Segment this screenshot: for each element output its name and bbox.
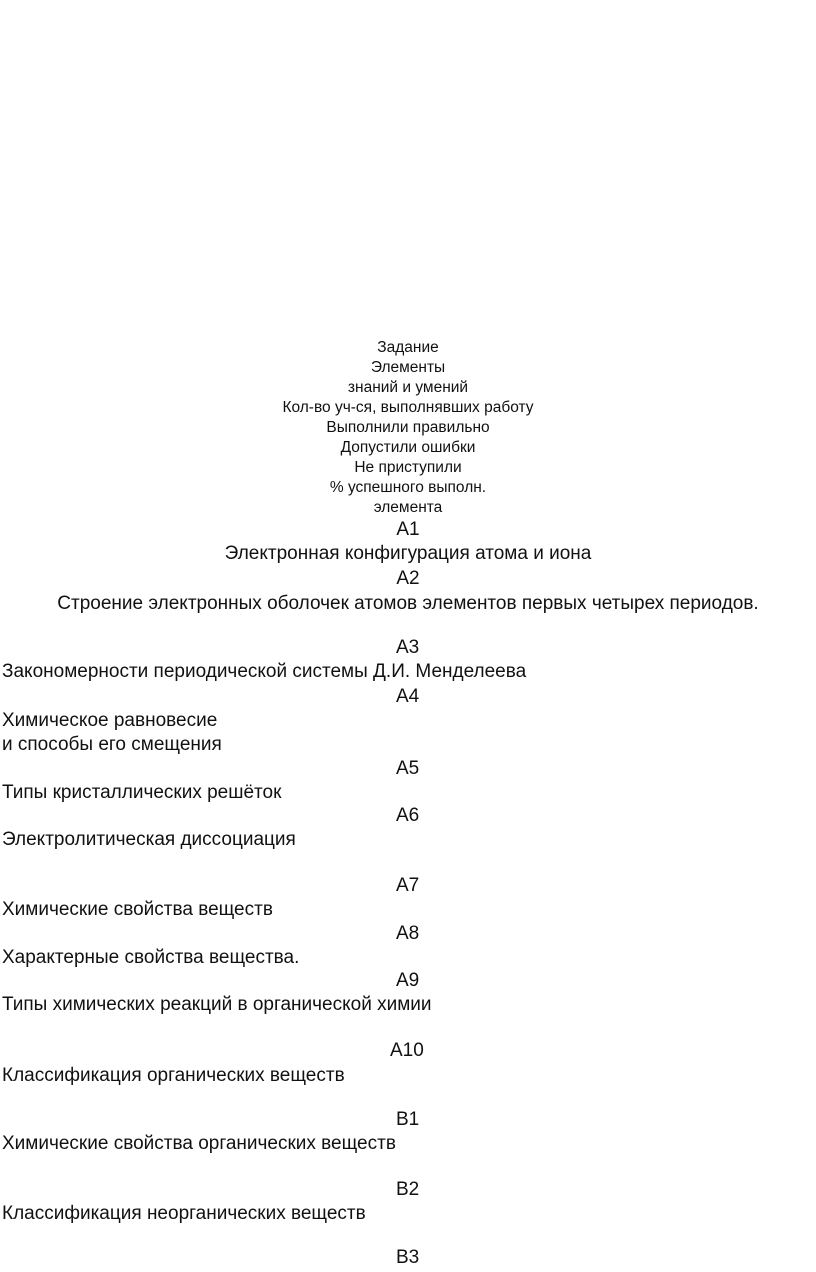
row-topic-a10: Классификация органических веществ xyxy=(2,1065,345,1086)
header-made-errors: Допустили ошибки xyxy=(340,439,476,456)
row-code-a1: А1 xyxy=(396,519,420,540)
header-success-percent-2: элемента xyxy=(373,499,443,516)
header-done-correctly: Выполнили правильно xyxy=(326,419,490,436)
row-code-a5: А5 xyxy=(396,758,420,779)
row-topic-a6: Электролитическая диссоциация xyxy=(2,829,296,850)
row-topic-a2: Строение электронных оболочек атомов элементов первых четырех периодов. xyxy=(57,593,759,614)
row-topic-a4: Химическое равновесие xyxy=(2,710,218,731)
row-topic-a9: Типы химических реакций в органической химии xyxy=(2,994,432,1015)
row-topic-a8: Характерные свойства вещества. xyxy=(2,947,300,968)
row-topic-a3: Закономерности периодической системы Д.И. Менделеева xyxy=(2,661,527,682)
row-code-a2: А2 xyxy=(396,568,420,589)
row-topic-a5: Типы кристаллических решёток xyxy=(2,782,282,803)
row-code-b1: В1 xyxy=(396,1109,420,1130)
header-elements: Элементы xyxy=(370,359,446,376)
row-code-a9: А9 xyxy=(396,970,420,991)
row-code-b2: В2 xyxy=(396,1179,420,1200)
header-task: Задание xyxy=(377,339,439,356)
row-code-b3: В3 xyxy=(396,1247,420,1268)
row-code-a4: А4 xyxy=(396,686,420,707)
row-topic-b2: Классификация неорганических веществ xyxy=(2,1203,366,1224)
row-code-a6: А6 xyxy=(396,805,420,826)
row-code-a8: А8 xyxy=(396,923,420,944)
row-topic-a7: Химические свойства веществ xyxy=(2,899,273,920)
header-not-started: Не приступили xyxy=(354,459,462,476)
row-code-a3: А3 xyxy=(396,637,420,658)
row-code-a10: А10 xyxy=(390,1040,424,1061)
header-students-count: Кол-во уч-ся, выполнявших работу xyxy=(282,399,534,416)
row-topic-b1: Химические свойства органических веществ xyxy=(2,1133,396,1154)
header-success-percent: % успешного выполн. xyxy=(329,479,487,496)
row-topic-a1: Электронная конфигурация атома и иона xyxy=(224,543,592,564)
row-topic-a4-line2: и способы его смещения xyxy=(2,734,222,755)
header-elements-2: знаний и умений xyxy=(347,379,469,396)
row-code-a7: А7 xyxy=(396,875,420,896)
